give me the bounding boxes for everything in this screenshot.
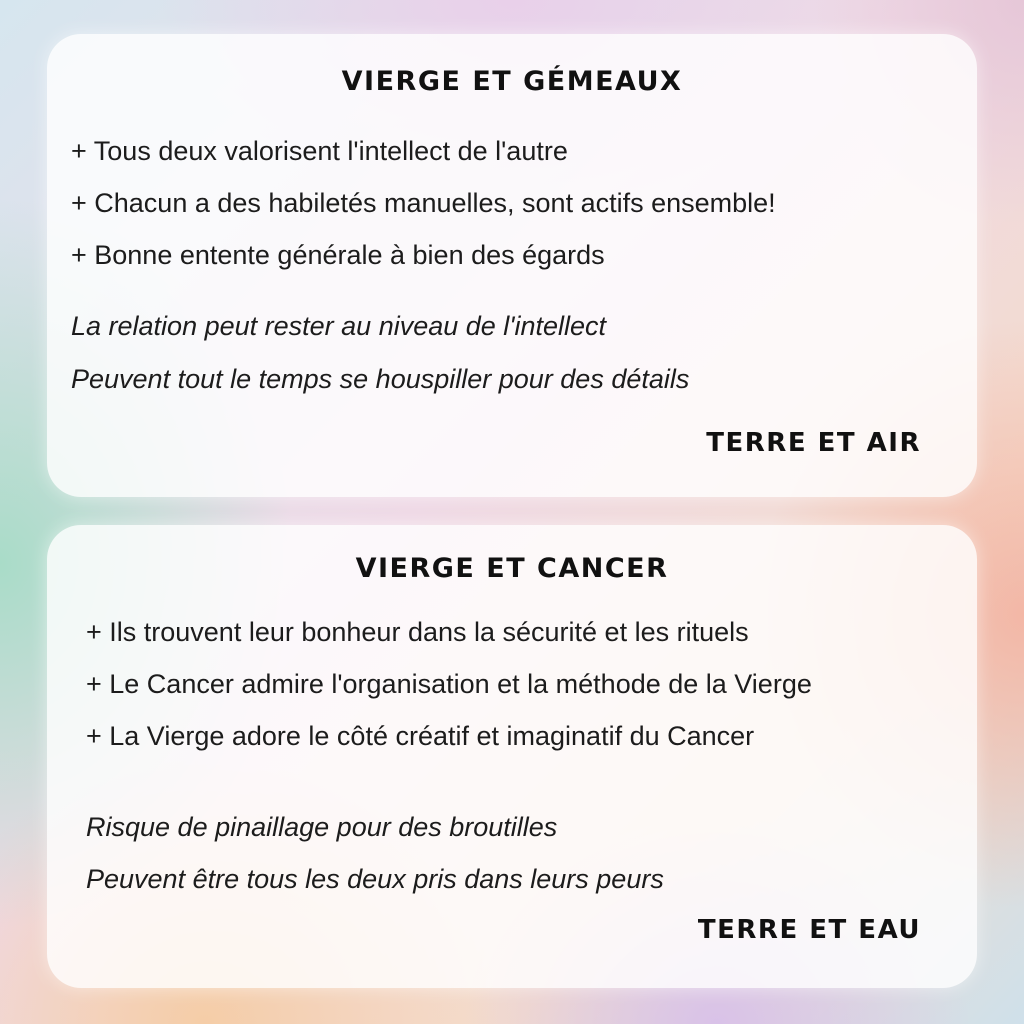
- compatibility-card-virgo-cancer: [47, 525, 977, 988]
- card-title: VIERGE ET GÉMEAUX: [341, 66, 683, 97]
- pro-item: + La Vierge adore le côté créatif et imaginatif du Cancer: [86, 721, 755, 751]
- pro-item: + Chacun a des habiletés manuelles, sont actifs ensemble!: [71, 188, 776, 218]
- elements-label: TERRE ET AIR: [706, 428, 921, 458]
- card-title: VIERGE ET CANCER: [355, 553, 669, 584]
- compatibility-card-virgo-gemini: [47, 34, 977, 497]
- pro-item: + Tous deux valorisent l'intellect de l'autre: [71, 136, 568, 166]
- pro-item: + Le Cancer admire l'organisation et la méthode de la Vierge: [86, 669, 812, 699]
- con-item: La relation peut rester au niveau de l'intellect: [71, 311, 606, 341]
- elements-label: TERRE ET EAU: [697, 915, 921, 945]
- con-item: Peuvent être tous les deux pris dans leurs peurs: [86, 864, 664, 894]
- pro-item: + Bonne entente générale à bien des égards: [71, 240, 605, 270]
- pro-item: + Ils trouvent leur bonheur dans la sécurité et les rituels: [86, 617, 749, 647]
- con-item: Risque de pinaillage pour des broutilles: [86, 812, 558, 842]
- con-item: Peuvent tout le temps se houspiller pour des détails: [71, 364, 690, 394]
